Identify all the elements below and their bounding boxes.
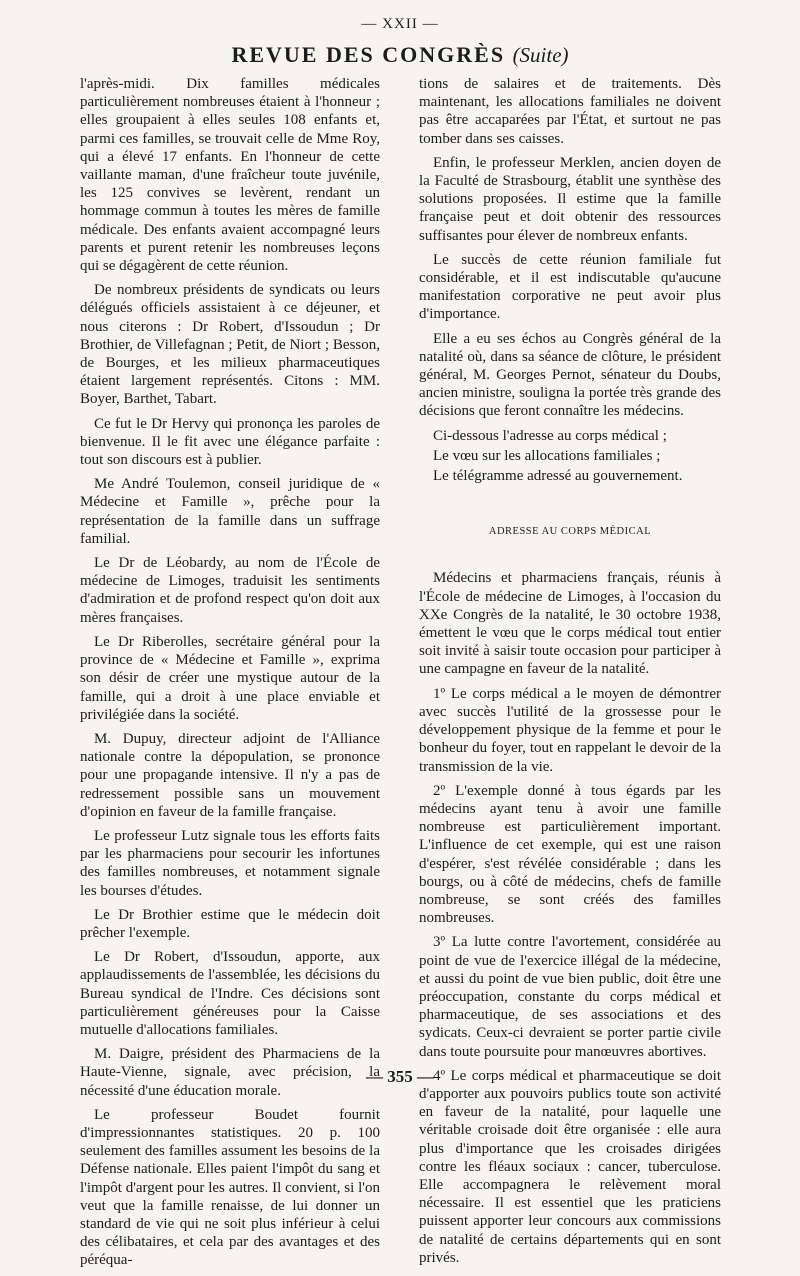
paragraph: M. Daigre, président des Pharmaciens de la Haute-Vienne, signale, avec précision, la nécessité d'une éducation morale.	[80, 1046, 380, 1099]
section-heading: ADRESSE AU CORPS MÉDICAL	[488, 526, 652, 538]
title-suffix: (Suite)	[512, 43, 569, 67]
paragraph: Le Dr Brothier estime que le médecin doit prêcher l'exemple.	[80, 906, 380, 941]
list-item: Ci-dessous l'adresse au corps médical ;	[433, 427, 667, 444]
paragraph: Enfin, le professeur Merklen, ancien doyen de la Faculté de Strasbourg, établit une synthèse des solutions proposées. Il estime que la famille française peut et doit obtenir des ressources suffisantes pour élever de nombreux enfants.	[419, 154, 721, 244]
paragraph: Ce fut le Dr Hervy qui prononça les paroles de bienvenue. Il le fit avec une élégance parfaite : tout son discours est à publier.	[80, 415, 380, 469]
page-title	[0, 42, 800, 68]
paragraph: 3º La lutte contre l'avortement, considérée au point de vue de l'exercice illégal de la médecine, et aussi du point de vue bien public, doit être une préoccupation, constante du corps médical et pharmaceutique, de ses associations et des sydicats. Ceux-ci devraient se porter partie civile dans toute poursuite pour manœuvres abortives.	[419, 934, 721, 1060]
paragraph: 4º Le corps médical et pharmaceutique se doit d'apporter aux pouvoirs publics toute son activité en faveur de la natalité, pour laquelle une véritable croisade doit être organisée : elle aura plus d'importance que les croisades dirigées contre les fléaux sociaux : cancer, tuberculose. Elle accompagnera le relèvement moral nécessaire. Il est essentiel que les praticiens puissent apporter leur concours aux commissions de natalité de certains départements qui en sont privés.	[419, 1067, 721, 1266]
roman-page-number: — XXII —	[361, 16, 439, 32]
paragraph: Médecins et pharmaciens français, réunis à l'École de médecine de Limoges, à l'occasion du XXe Congrès de la natalité, le 30 octobre 1938, émettent le vœu que le corps médical tout entier soit invité à saisir toute occasion pour participer à une campagne en faveur de la natalité.	[419, 570, 721, 678]
paragraph: l'après-midi. Dix familles médicales particulièrement nombreuses étaient à l'honneur ; elles groupaient à elles seules 108 enfants et, parmi ces familles, se trouvait celle de Mme Roy, qui a élevé 17 enfants. En l'honneur de cette vaillante maman, d'une fraîcheur toute juvénile, les 125 convives se levèrent, rendant un hommage commun à toutes les mères de famille médicale. Des enfants avaient accompagné leurs parents et purent retenir les nombreuses leçons qui se dégagèrent de cette réunion.	[80, 76, 380, 275]
paragraph: Le Dr Riberolles, secrétaire général pour la province de « Médecine et Famille », exprima son désir de créer une mystique autour de la famille, qui a droit à une place enviable et privilégiée dans la société.	[80, 633, 380, 723]
list-item: Le vœu sur les allocations familiales ;	[433, 447, 661, 464]
paragraph: Le succès de cette réunion familiale fut considérable, et il est indiscutable qu'aucune manifestation corporative ne peut avoir plus d'importance.	[419, 251, 721, 323]
paragraph: Elle a eu ses échos au Congrès général de la natalité où, dans sa séance de clôture, le président général, M. Georges Pernot, sénateur du Doubs, ancien ministre, souligna la portée très grande des décisions que feront connaître les médecins.	[419, 330, 721, 420]
paragraph: M. Dupuy, directeur adjoint de l'Alliance nationale contre la dépopulation, se prononce pour une propagande intensive. Il n'y a pas de redressement possible sans un mouvement d'opinion en faveur de la famille française.	[80, 730, 380, 820]
paragraph: tions de salaires et de traitements. Dès maintenant, les allocations familiales ne doivent pas être accaparées par l'État, et surtout ne pas tomber dans ses caisses.	[419, 76, 721, 147]
title-text: REVUE DES CONGRÈS	[231, 42, 506, 67]
paragraph: Le professeur Boudet fournit d'impressionnantes statistiques. 20 p. 100 seulement des familles assument les besoins de la Défense nationale. Elles paient l'impôt du sang et l'impôt d'argent pour les autres. Il convient, si l'on veut que la famille renaisse, de lui donner un standard de vie qui ne soit plus inférieur à celui des célibataires, et cela par des avantages et des péréqua-	[80, 1106, 380, 1269]
paragraph: De nombreux présidents de syndicats ou leurs délégués officiels assistaient à ce déjeuner, et nous citerons : Dr Robert, d'Issoudun ; Dr Brothier, de Villefagnan ; Petit, de Niort ; Besson, de Bourges, et les milieux pharmaceutiques étaient largement représentés. Citons : MM. Boyer, Barthet, Tabart.	[80, 282, 380, 408]
paragraph: 1º Le corps médical a le moyen de démontrer avec succès l'utilité de la grossesse pour le développement physique de la femme et pour le bonheur du foyer, tout en rappelant le devoir de la transmission de la vie.	[419, 685, 721, 775]
paragraph: 2º L'exemple donné à tous égards par les médecins ayant tenu à avoir une famille nombreuse est particulièrement important. L'influence de cet exemple, qui est une raison d'espérer, s'est révélée considérable ; dans les bourgs, ou à côté de médecins, chefs de famille nombreuse, se sont créés des familles nombreuses.	[419, 782, 721, 927]
right-column	[419, 75, 721, 1273]
paragraph: Le Dr de Léobardy, au nom de l'École de médecine de Limoges, traduisit les sentiments d'admiration et de profond respect qu'on doit aux mères françaises.	[80, 555, 380, 626]
paragraph: Le professeur Lutz signale tous les efforts faits par les pharmaciens pour secourir les infortunes des familles nombreuses, et notamment signale les bourses d'études.	[80, 827, 380, 899]
paragraph: Me André Toulemon, conseil juridique de « Médecine et Famille », prêche pour la représentation de la famille dans un suffrage familial.	[80, 476, 380, 547]
page-number: — 355 —	[366, 1067, 434, 1086]
paragraph: Le Dr Robert, d'Issoudun, apporte, aux applaudissements de l'assemblée, les décisions du Bureau syndical de l'Indre. Ces décisions sont particulièrement généreuses pour la Caisse mutuelle d'allocations familiales.	[80, 949, 380, 1038]
list-item: Le télégramme adressé au gouvernement.	[433, 468, 683, 485]
left-column	[80, 75, 380, 1276]
